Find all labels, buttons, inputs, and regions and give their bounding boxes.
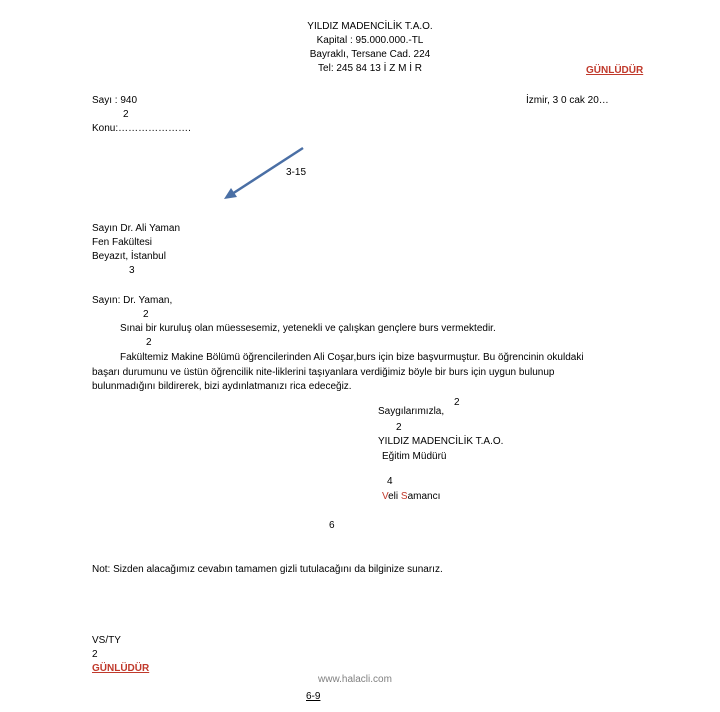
closing-regards: Saygılarımızla, [378, 406, 445, 417]
footer-marker: 2 [92, 649, 98, 660]
recipient-faculty: Fen Fakültesi [92, 237, 153, 248]
salutation: Sayın: Dr. Yaman, [92, 295, 173, 306]
paragraph-1-marker: 2 [146, 337, 152, 348]
ref-marker: 2 [123, 109, 129, 120]
body-end-marker: 6 [329, 520, 335, 531]
signature-marker: 4 [387, 476, 393, 487]
salutation-marker: 2 [143, 309, 149, 320]
letter-date: İzmir, 3 0 cak 20… [526, 95, 609, 106]
paragraph-2-line-2: başarı durumunu ve üstün öğrencilik nite-liklerini taşıyanlara verdiğimiz böyle bir burs için uygun bulunup [92, 367, 555, 378]
date-label: GÜNLÜDÜR [586, 65, 644, 76]
footer-website[interactable]: www.halacli.com [318, 674, 392, 685]
arrow-label: 3-15 [286, 167, 307, 178]
inside-address-marker: 3 [129, 265, 135, 276]
paragraph-2-line-3: bulunmadığını bildirerek, bizi aydınlatmanızı rica edeceğiz. [92, 381, 352, 392]
letterhead-company: YILDIZ MADENCİLİK T.A.O. [307, 21, 433, 32]
paragraph-1: Sınai bir kuruluş olan müessesemiz, yetenekli ve çalışkan gençlere burs vermektedir. [120, 323, 496, 334]
recipient-name: Sayın Dr. Ali Yaman [92, 223, 181, 234]
signer-marker: 2 [396, 422, 402, 433]
letterhead-capital: Kapital : 95.000.000.-TL [316, 35, 424, 46]
signer-initial-last: S [400, 491, 408, 502]
closing-marker: 2 [454, 397, 460, 408]
ref-number: Sayı : 940 [92, 95, 138, 106]
footer-initials: VS/TY [92, 635, 121, 646]
signer-first-rest: eli [388, 491, 401, 502]
page-marker: 6-9 [306, 691, 321, 702]
subject-line: Konu:…………………. [92, 123, 191, 134]
confidentiality-note: Not: Sizden alacağımız cevabın tamamen gizli tutulacağını da bilginize sunarız. [92, 564, 443, 575]
paragraph-2-line-1: Fakültemiz Makine Bölümü öğrencilerinden Ali Coşar,burs için bize başvurmuştur. Bu öğrencinin okuldaki [120, 352, 584, 363]
recipient-city: Beyazıt, İstanbul [92, 251, 166, 262]
closing-company: YILDIZ MADENCİLİK T.A.O. [378, 436, 504, 447]
signer-initial-first: V [382, 491, 389, 502]
signer-name [382, 490, 440, 504]
letterhead-address: Bayraklı, Tersane Cad. 224 [309, 49, 431, 60]
signer-title: Eğitim Müdürü [382, 451, 447, 462]
signer-last-rest: amancı [407, 491, 441, 502]
letterhead-phone: Tel: 245 84 13 İ Z M İ R [318, 63, 422, 74]
footer-label: GÜNLÜDÜR [92, 663, 150, 674]
